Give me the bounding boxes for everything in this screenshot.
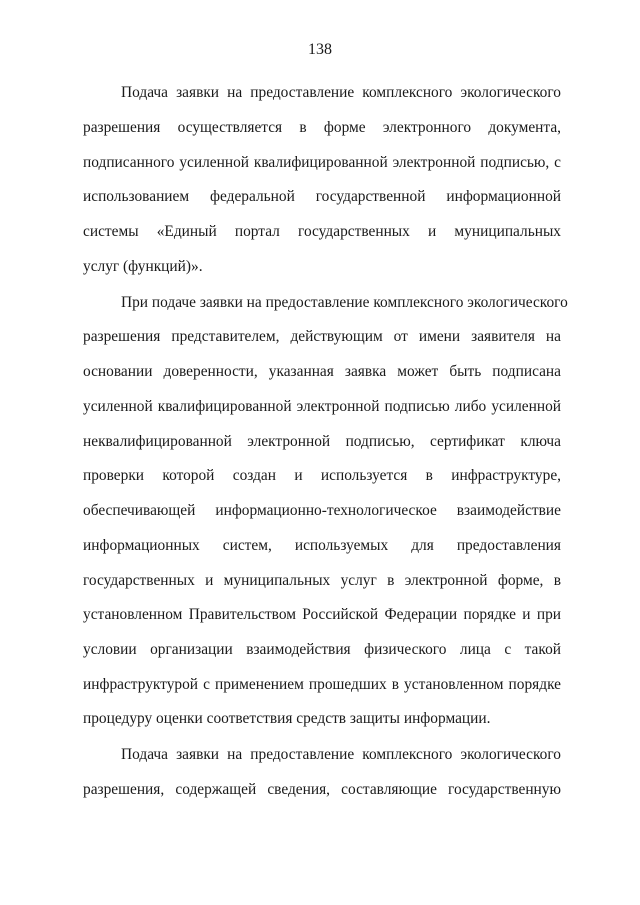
page-number: 138: [308, 41, 332, 58]
paragraph-1-line-5: системы «Единый портал государственных и муниципальных: [83, 223, 561, 240]
paragraph-1-line-4: использованием федеральной государственной информационной: [83, 188, 561, 205]
paragraph-1-line-6: услуг (функций)».: [83, 258, 203, 275]
paragraph-2-line-7: обеспечивающей информационно-технологическое взаимодействие: [83, 502, 561, 519]
paragraph-2-line-8: информационных систем, используемых для предоставления: [83, 537, 561, 554]
paragraph-3-line-1: Подача заявки на предоставление комплексного экологического: [121, 746, 561, 763]
paragraph-3-line-2: разрешения, содержащей сведения, составляющие государственную: [83, 781, 561, 798]
paragraph-1-line-3: подписанного усиленной квалифицированной электронной подписью, с: [83, 154, 561, 171]
paragraph-2-line-11: условии организации взаимодействия физического лица с такой: [83, 641, 561, 658]
paragraph-2-line-5: неквалифицированной электронной подписью, сертификат ключа: [83, 433, 561, 450]
paragraph-1-line-2: разрешения осуществляется в форме электронного документа,: [83, 119, 561, 136]
paragraph-2-line-2: разрешения представителем, действующим от имени заявителя на: [83, 328, 561, 345]
paragraph-2-line-3: основании доверенности, указанная заявка может быть подписана: [83, 363, 561, 380]
paragraph-2-line-6: проверки которой создан и используется в инфраструктуре,: [83, 467, 561, 484]
paragraph-2-line-12: инфраструктурой с применением прошедших в установленном порядке: [83, 676, 561, 693]
paragraph-2-line-10: установленном Правительством Российской Федерации порядке и при: [83, 606, 561, 623]
paragraph-2-line-9: государственных и муниципальных услуг в электронной форме, в: [83, 572, 561, 589]
paragraph-2-line-13: процедуру оценки соответствия средств защиты информации.: [83, 710, 491, 727]
paragraph-1-line-1: Подача заявки на предоставление комплексного экологического: [121, 84, 561, 101]
paragraph-2-line-1: При подаче заявки на предоставление комплексного экологического: [121, 294, 568, 311]
paragraph-2-line-4: усиленной квалифицированной электронной подписью либо усиленной: [83, 398, 561, 415]
